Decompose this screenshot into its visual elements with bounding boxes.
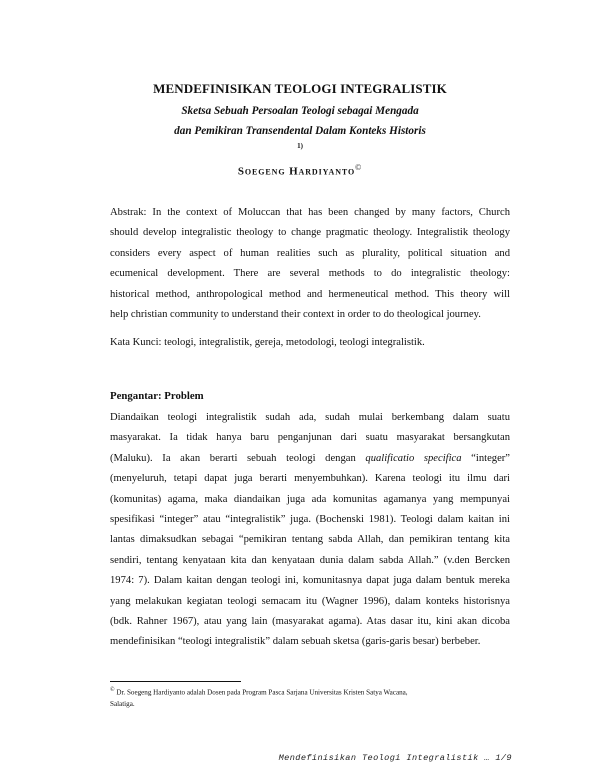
paper-subtitle-line-2: dan Pemikiran Transendental Dalam Konteks Historis [174,125,426,137]
keywords [110,333,510,353]
body-line: (komunitas) agama, maka diandaikan juga ada komunitas agamanya yang mempunyai [110,493,510,505]
footnote-text: Dr. Soegeng Hardiyanto adalah Dosen pada Program Pasca Sarjana Universitas Kristen Satya Wacana, [114,688,408,697]
author-line [0,163,600,178]
footnote [110,685,510,710]
body-line-text-after: “integer” [461,452,510,464]
section-heading: Pengantar: Problem [110,390,204,402]
italic-term: qualificatio specifica [365,452,462,464]
body-line: (bdk. Rahner 1967), atau yang lain (masyarakat agama). Atas dasar itu, kini akan dicoba [110,616,510,628]
body-line-text: (Maluku). Ia akan berarti sebuah teologi dengan [110,452,366,464]
title-footnote-marker: 1) [297,142,303,150]
keywords-line: Kata Kunci: teologi, integralistik, gereja, metodologi, teologi integralistik. [110,337,425,348]
footnote-divider [110,681,241,682]
paper-subtitle-line-1: Sketsa Sebuah Persoalan Teologi sebagai Mengada [181,105,419,117]
body-line: mendefinisikan “teologi integralistik” dalam sebuah sketsa (garis-garis besar) berbeber. [110,636,481,648]
body-line: 1974: 7). Dalam kaitan dengan teologi ini, komunitasnya dapat juga dalam bentuk mereka [110,575,510,587]
body-line: lantas dimaksudkan sebagai “pemikiran tentang sabda Allah, dan pemikiran tentang kita [110,534,510,546]
abstract-paragraph [110,203,510,325]
author-name: Soegeng Hardiyanto [237,165,356,178]
abstract-line: should develop integralistic theology to change pragmatic theology. Integralistik theology [110,227,510,239]
abstract-line: Abstrak: In the context of Moluccan that has been changed by many factors, Church [110,207,510,218]
abstract-line: historical method, anthropological method and hermeneutical method. This theory will [110,288,510,300]
body-paragraph [110,408,510,653]
abstract-line: ecumenical development. There are several methods to do integralistic theology: [110,268,510,280]
abstract-line: considers every aspect of human realities such as plurality, political situation and [110,247,510,259]
body-line: spesifikasi “integer” atau “integralistik” juga. (Bochenski 1981). Teologi dalam kaitan ini [110,514,510,526]
footnote-text-line-2: Salatiga. [110,699,135,708]
author-footnote-mark: © [355,163,363,172]
body-line: yang melakukan kegiatan teologi semacam itu (Wagner 1996), dalam konteks historisnya [110,595,510,607]
body-line: sendiri, tentang kenyataan kita dan kenyataan dunia dalam sabda Allah.” (v.den Bercken [110,554,510,566]
paper-title: MENDEFINISIKAN TEOLOGI INTEGRALISTIK [153,81,447,96]
body-line [110,449,510,469]
body-line: Diandaikan teologi integralistik sudah ada, sudah mulai berkembang dalam suatu [110,412,510,423]
running-footer: Mendefinisikan Teologi Integralistik … 1/9 [278,753,512,763]
body-line: masyarakat. Ia tidak hanya baru penganjunan dari suatu masyarakat bersangkutan [110,432,510,444]
abstract-line: help christian community to understand their context in order to do theological journey. [110,309,481,321]
body-line: (menyeluruh, tetapi dapat juga berarti menyembuhkan). Karena teologi itu ilmu dari [110,473,510,485]
footnote-mark: © [110,687,115,693]
